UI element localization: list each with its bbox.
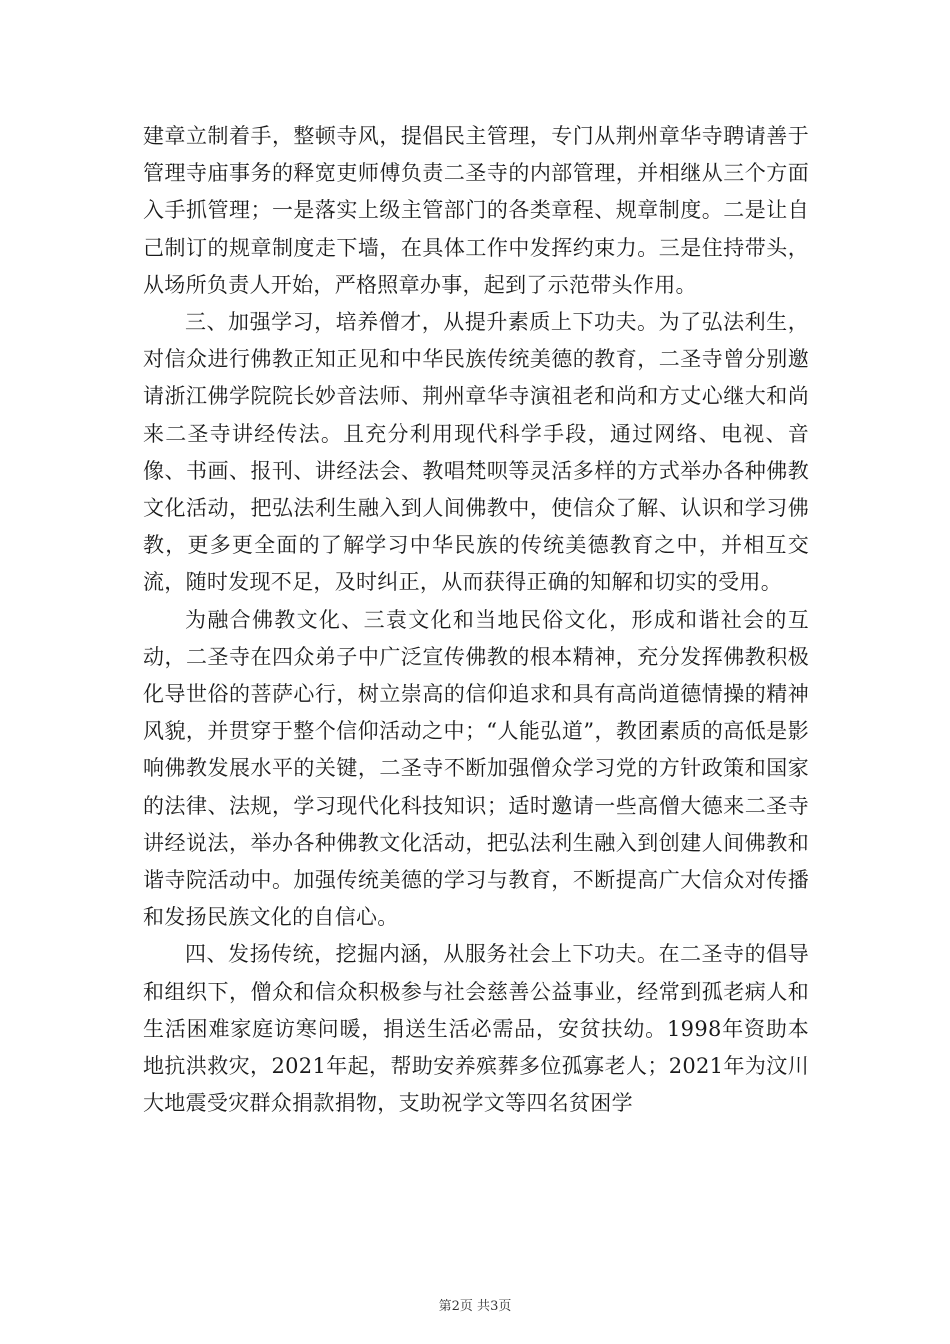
paragraph-1: 建章立制着手，整顿寺风，提倡民主管理，专门从荆州章华寺聘请善于管理寺庙事务的释宽吏师傅负责二圣寺的内部管理，并相继从三个方面入手抓管理；一是落实上级主管部门的各类章程、规章制度。二是让自己制订的规章制度走下墙，在具体工作中发挥约束力。三是住持带头，从场所负责人开始，严格照章办事，起到了示范带头作用。 [143, 124, 809, 297]
document-body [143, 118, 809, 1122]
footer-prefix: 第 [438, 1299, 452, 1314]
paragraph-3: 为融合佛教文化、三袁文化和当地民俗文化，形成和谐社会的互动，二圣寺在四众弟子中广泛宣传佛教的根本精神，充分发挥佛教积极化导世俗的菩萨心行，树立崇高的信仰追求和具有高尚道德情操的精神风貌，并贯穿于整个信仰活动之中；“人能弘道”，教团素质的高低是影响佛教发展水平的关键，二圣寺不断加强僧众学习党的方针政策和国家的法律、法规，学习现代化科技知识；适时邀请一些高僧大德来二圣寺讲经说法，举办各种佛教文化活动，把弘法利生融入到创建人间佛教和谐寺院活动中。加强传统美德的学习与教育，不断提高广大信众对传播和发扬民族文化的自信心。 [143, 607, 809, 930]
paragraph-4: 四、发扬传统，挖掘内涵，从服务社会上下功夫。在二圣寺的倡导和组织下，僧众和信众积极参与社会慈善公益事业，经常到孤老病人和生活困难家庭访寒问暖，捐送生活必需品，安贫扶幼。1998年资助本地抗洪救灾，2021年起，帮助安养殡葬多位孤寡老人；2021年为汶川大地震受灾群众捐款捐物，支助祝学文等四名贫困学 [143, 942, 809, 1116]
total-page-count: 3 [490, 1299, 499, 1314]
footer-middle: 页 共 [459, 1299, 491, 1314]
page-number-footer [0, 1295, 950, 1314]
current-page-number: 2 [451, 1299, 460, 1314]
paragraph-2: 三、加强学习，培养僧才，从提升素质上下功夫。为了弘法利生，对信众进行佛教正知正见和中华民族传统美德的教育，二圣寺曾分别邀请浙江佛学院院长妙音法师、荆州章华寺演祖老和尚和方丈心继大和尚来二圣寺讲经传法。且充分利用现代科学手段，通过网络、电视、音像、书画、报刊、讲经法会、教唱梵呗等灵活多样的方式举办各种佛教文化活动，把弘法利生融入到人间佛教中，使信众了解、认识和学习佛教，更多更全面的了解学习中华民族的传统美德教育之中，并相互交流，随时发现不足，及时纠正，从而获得正确的知解和切实的受用。 [143, 310, 809, 595]
footer-suffix: 页 [498, 1299, 512, 1314]
